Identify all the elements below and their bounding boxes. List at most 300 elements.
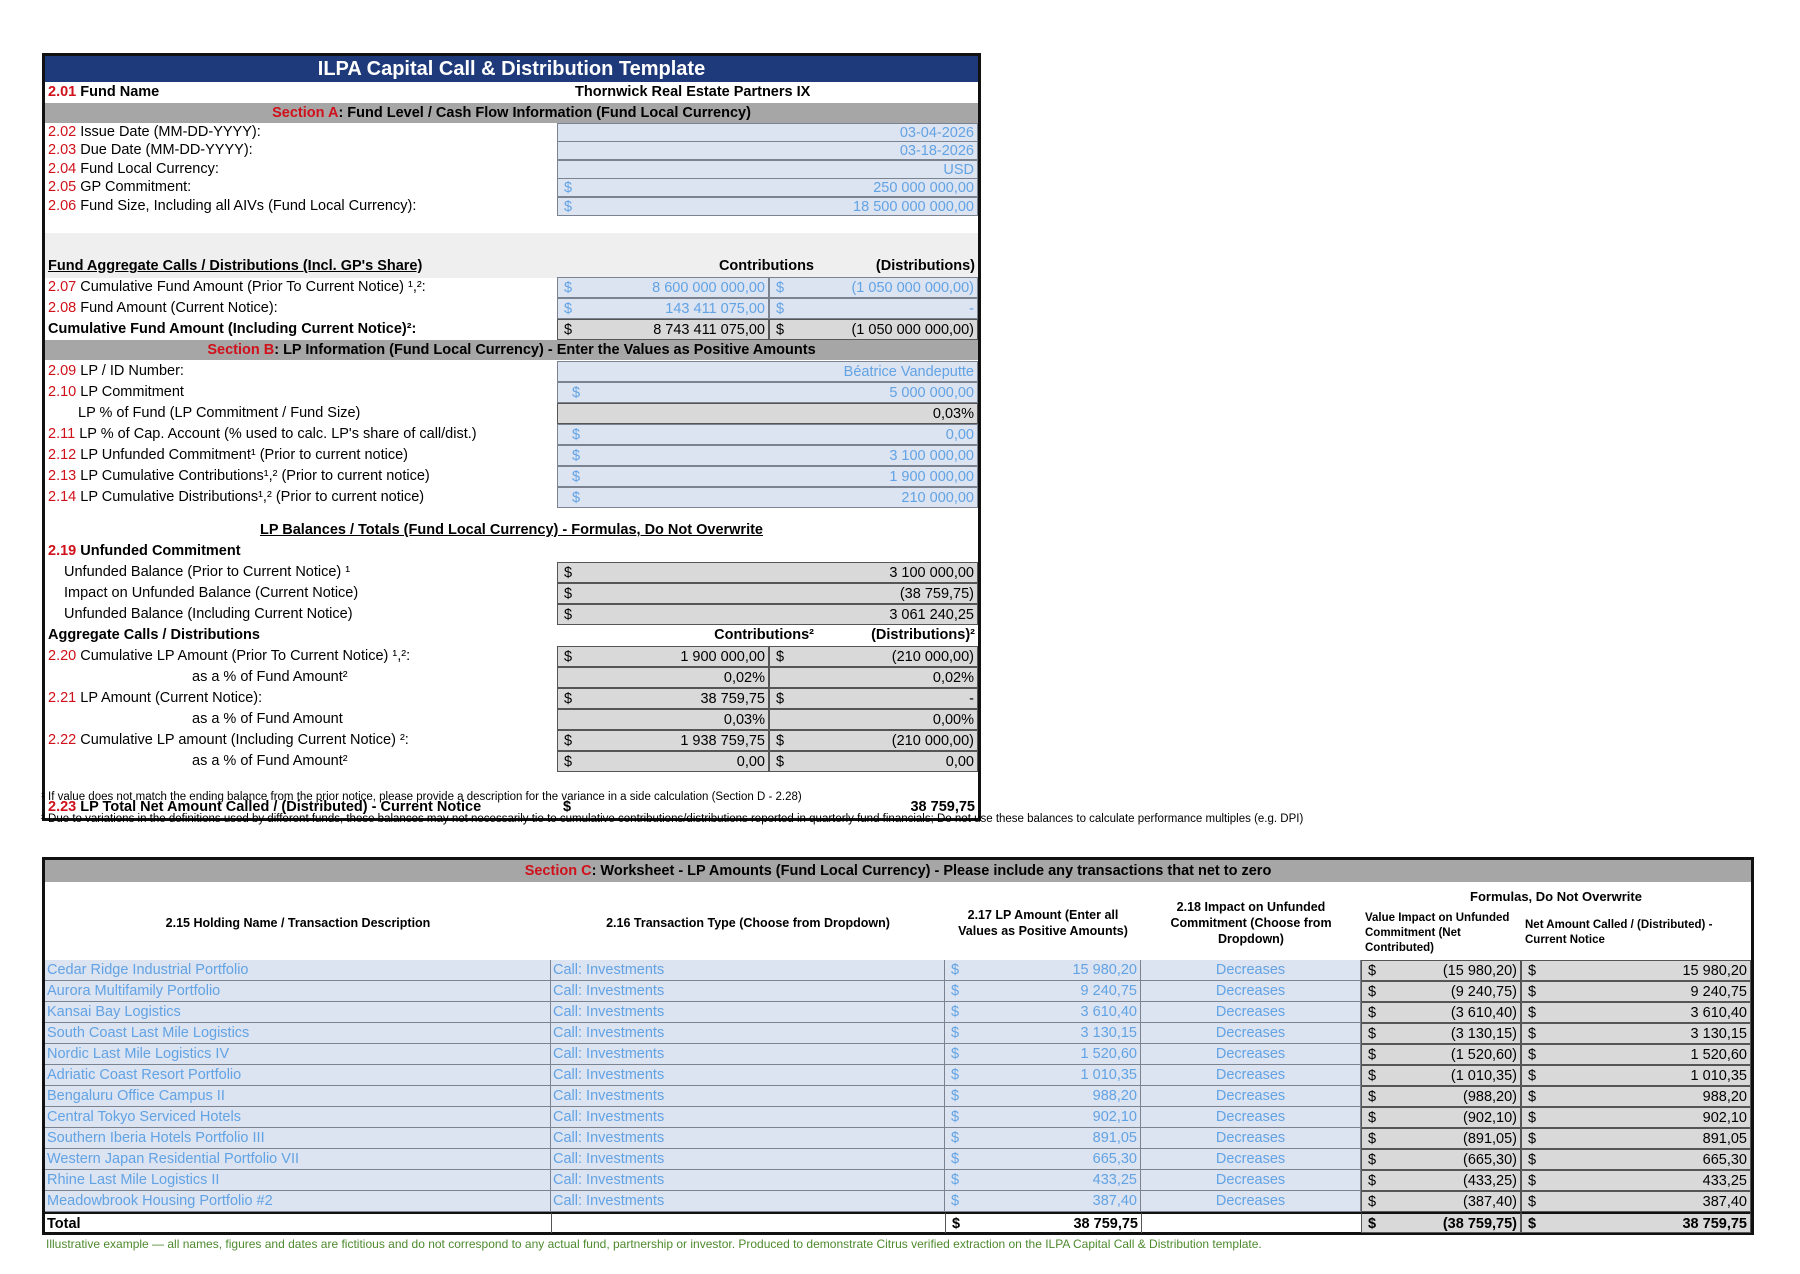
field-label: Issue Date (MM-DD-YYYY):	[80, 124, 261, 140]
lp-amount-cell[interactable]	[945, 1044, 1141, 1065]
field-number: 2.13	[48, 468, 77, 484]
transaction-type-dropdown[interactable]	[551, 1107, 945, 1128]
lp-amount: 665,30	[1092, 1151, 1137, 1167]
section-a-prefix: Section A	[272, 105, 339, 121]
lp-amount-cell[interactable]	[945, 1128, 1141, 1149]
transaction-type-dropdown[interactable]	[551, 960, 945, 981]
currency-symbol: $	[572, 490, 581, 506]
table-row	[45, 1002, 1751, 1023]
input-cell[interactable]	[557, 361, 978, 382]
aggregate-row	[45, 688, 978, 709]
contribution-value: 0,03%	[723, 712, 765, 728]
currency-symbol: $	[564, 198, 573, 215]
total-value-impact-cell	[1361, 1212, 1521, 1233]
impact-value: Decreases	[1215, 1193, 1286, 1209]
impact-value: Decreases	[1215, 1130, 1286, 1146]
currency-symbol: $	[776, 280, 785, 296]
transaction-type-dropdown[interactable]	[551, 981, 945, 1002]
currency-symbol: $	[564, 691, 573, 707]
formulas-label: Formulas, Do Not Overwrite	[1470, 889, 1642, 904]
holding-name-cell[interactable]	[45, 1128, 551, 1149]
lp-amount: 15 980,20	[1072, 962, 1137, 978]
currency-symbol: $	[564, 280, 573, 296]
holding-name-cell[interactable]	[45, 1065, 551, 1086]
footnote-1: ¹ If value does not match the ending balance from the prior notice, please provide a description for the variance in a side calculation (Section D - 2.28)	[41, 791, 802, 803]
section-b-row	[45, 466, 978, 487]
contribution-cell	[557, 730, 769, 751]
currency-symbol: $	[564, 733, 573, 749]
field-number: 2.03	[48, 142, 77, 159]
currency-symbol: $	[1368, 1216, 1377, 1232]
section-b-row	[45, 403, 978, 424]
currency-symbol: $	[951, 1025, 960, 1041]
contribution-cell	[557, 319, 769, 340]
currency-symbol: $	[564, 649, 573, 665]
impact-dropdown[interactable]	[1141, 1107, 1361, 1128]
section-b-row	[45, 487, 978, 508]
impact-dropdown[interactable]	[1141, 1170, 1361, 1191]
lp-amount: 433,25	[1092, 1172, 1137, 1188]
lp-amount: 1 010,35	[1080, 1067, 1137, 1083]
calc-cell	[557, 562, 978, 583]
currency-symbol: $	[951, 962, 960, 978]
holding-name-cell[interactable]	[45, 1149, 551, 1170]
section-b-row	[45, 424, 978, 445]
impact-dropdown[interactable]	[1141, 1086, 1361, 1107]
field-label: Cumulative Fund Amount (Including Current Notice)²:	[48, 321, 417, 337]
holding-name-cell[interactable]	[45, 960, 551, 981]
aggregate-label: Aggregate Calls / Distributions	[48, 627, 260, 643]
input-cell[interactable]	[557, 123, 978, 142]
value-impact: (3 610,40)	[1450, 1005, 1517, 1021]
field-label: LP / ID Number:	[80, 363, 184, 379]
transaction-type: Call: Investments	[553, 962, 665, 978]
lp-amount-cell[interactable]	[945, 1023, 1141, 1044]
value-impact-cell	[1361, 960, 1521, 981]
net-amount: 1 010,35	[1690, 1068, 1747, 1084]
disclaimer: Illustrative example — all names, figures and dates are fictitious and do not correspond to any actual fund, partnership or investor. Produced to demonstrate Citrus verified extraction on the ILPA Capital Call & Distribution template.	[46, 1237, 1262, 1251]
currency-symbol: $	[1528, 1047, 1537, 1063]
field-number: 2.07	[48, 279, 77, 295]
field-label: Cumulative LP Amount (Prior To Current Notice) ¹,²:	[80, 648, 411, 664]
contribution-cell	[557, 751, 769, 772]
table-total-row	[45, 1212, 1751, 1233]
lp-distributions-col-header: (Distributions)²	[871, 627, 975, 643]
lp-amount: 1 520,60	[1080, 1046, 1137, 1062]
currency-symbol: $	[1368, 1194, 1377, 1210]
section-c-prefix: Section C	[524, 863, 592, 879]
currency-symbol: $	[1368, 1068, 1377, 1084]
lp-amount-cell[interactable]	[945, 1170, 1141, 1191]
impact-value: Decreases	[1215, 1109, 1286, 1125]
holding-name: Rhine Last Mile Logistics II	[47, 1172, 220, 1188]
distribution-value: 0,00	[945, 754, 974, 770]
fund-aggregate-heading: Fund Aggregate Calls / Distributions (Incl. GP's Share)	[48, 258, 423, 274]
net-amount-cell	[1521, 1023, 1751, 1044]
transaction-type-dropdown[interactable]	[551, 1065, 945, 1086]
lp-total-net-label: LP Total Net Amount Called / (Distributed) - Current Notice	[80, 799, 482, 815]
field-number: 2.09	[48, 363, 77, 379]
value-impact-cell	[1361, 1107, 1521, 1128]
field-number: 2.20	[48, 648, 77, 664]
net-amount: 1 520,60	[1690, 1047, 1747, 1063]
holding-name: Southern Iberia Hotels Portfolio III	[47, 1130, 265, 1146]
lp-amount-cell[interactable]	[945, 1107, 1141, 1128]
field-value: 3 100 000,00	[889, 448, 974, 464]
impact-value: Decreases	[1215, 1025, 1286, 1041]
lp-amount-cell[interactable]	[945, 981, 1141, 1002]
currency-symbol: $	[564, 322, 573, 338]
net-amount: 3 610,40	[1690, 1005, 1747, 1021]
transaction-type: Call: Investments	[553, 1088, 665, 1104]
unfunded-row	[45, 562, 978, 583]
net-amount-cell	[1521, 1002, 1751, 1023]
lp-amount: 3 130,15	[1080, 1025, 1137, 1041]
fund-aggregate-row	[45, 277, 978, 298]
transaction-type-dropdown[interactable]	[551, 1170, 945, 1191]
currency-symbol: $	[1368, 984, 1377, 1000]
currency-symbol: $	[951, 1088, 960, 1104]
transaction-type: Call: Investments	[553, 1004, 665, 1020]
holding-name-cell[interactable]	[45, 1044, 551, 1065]
net-amount: 9 240,75	[1690, 984, 1747, 1000]
currency-symbol: $	[951, 1130, 960, 1146]
type-col-header: 2.16 Transaction Type (Choose from Dropdown)	[606, 916, 890, 930]
holding-name-cell[interactable]	[45, 1002, 551, 1023]
impact-dropdown[interactable]	[1141, 1002, 1361, 1023]
field-label: Fund Amount (Current Notice):	[80, 300, 278, 316]
currency-symbol: $	[572, 448, 581, 464]
holding-name: South Coast Last Mile Logistics	[47, 1025, 250, 1041]
value-impact: (1 520,60)	[1450, 1047, 1517, 1063]
contribution-value: 0,02%	[723, 670, 765, 686]
input-cell[interactable]	[557, 197, 978, 216]
field-value: 3 100 000,00	[889, 565, 974, 581]
table-row	[45, 1107, 1751, 1128]
field-value: 0,00	[945, 427, 974, 443]
impact-dropdown[interactable]	[1141, 960, 1361, 981]
field-number: 2.05	[48, 179, 77, 196]
currency-symbol: $	[951, 1109, 960, 1125]
form-title: ILPA Capital Call & Distribution Template	[45, 56, 978, 82]
net-amount: 387,40	[1702, 1194, 1747, 1210]
total-net-amount: 38 759,75	[1682, 1216, 1747, 1232]
net-amount: 988,20	[1702, 1089, 1747, 1105]
value-impact: (9 240,75)	[1450, 984, 1517, 1000]
net-amount-cell	[1521, 1149, 1751, 1170]
impact-dropdown[interactable]	[1141, 1044, 1361, 1065]
table-row	[45, 1086, 1751, 1107]
field-label: Cumulative LP amount (Including Current Notice) ²:	[80, 732, 409, 748]
transaction-type-dropdown[interactable]	[551, 1128, 945, 1149]
transaction-type: Call: Investments	[553, 1025, 665, 1041]
field-number: 2.12	[48, 447, 77, 463]
input-cell[interactable]	[557, 466, 978, 487]
distribution-value: (210 000,00)	[891, 649, 974, 665]
capital-call-form	[42, 53, 981, 821]
value-impact: (1 010,35)	[1450, 1068, 1517, 1084]
total-amount-cell	[945, 1212, 1141, 1233]
contribution-value: 38 759,75	[700, 691, 765, 707]
field-label: LP Amount (Current Notice):	[80, 690, 263, 706]
fund-aggregate-row	[45, 298, 978, 319]
input-cell[interactable]	[557, 445, 978, 466]
amount-col-header: 2.17 LP Amount (Enter all Values as Positive Amounts)	[958, 908, 1128, 938]
holding-name: Adriatic Coast Resort Portfolio	[47, 1067, 242, 1083]
value-impact: (665,30)	[1462, 1152, 1517, 1168]
contribution-cell[interactable]	[557, 277, 769, 298]
unfunded-row	[45, 583, 978, 604]
fund-name-value: Thornwick Real Estate Partners IX	[575, 84, 811, 100]
net-amount: 665,30	[1702, 1152, 1747, 1168]
input-value: 18 500 000 000,00	[853, 198, 974, 215]
field-label: as a % of Fund Amount²	[192, 669, 348, 685]
currency-symbol: $	[776, 301, 785, 317]
section-a-row	[45, 160, 978, 179]
distribution-cell[interactable]	[769, 298, 978, 319]
lp-amount-cell[interactable]	[945, 1086, 1141, 1107]
table-row	[45, 1023, 1751, 1044]
lp-amount-cell[interactable]	[945, 960, 1141, 981]
lp-amount: 988,20	[1092, 1088, 1137, 1104]
currency-symbol: $	[776, 649, 785, 665]
impact-dropdown[interactable]	[1141, 1149, 1361, 1170]
field-label: as a % of Fund Amount	[192, 711, 343, 727]
distribution-value: (210 000,00)	[891, 733, 974, 749]
distribution-cell[interactable]	[769, 277, 978, 298]
currency-symbol: $	[951, 1172, 960, 1188]
value-impact-cell	[1361, 1170, 1521, 1191]
field-number: 2.02	[48, 124, 77, 140]
field-label: LP Commitment	[80, 384, 184, 400]
currency-symbol: $	[1528, 1216, 1537, 1232]
impact-dropdown[interactable]	[1141, 1023, 1361, 1044]
currency-symbol: $	[951, 1067, 960, 1083]
net-amount-cell	[1521, 1191, 1751, 1212]
value-impact: (891,05)	[1462, 1131, 1517, 1147]
value-impact-cell	[1361, 1002, 1521, 1023]
input-cell[interactable]	[557, 424, 978, 445]
currency-symbol: $	[1368, 1047, 1377, 1063]
table-row	[45, 1170, 1751, 1191]
holding-name-cell[interactable]	[45, 1191, 551, 1212]
value-impact-cell	[1361, 1191, 1521, 1212]
contribution-value: 1 900 000,00	[680, 649, 765, 665]
field-value: 5 000 000,00	[889, 385, 974, 401]
field-number: 2.04	[48, 160, 77, 177]
currency-symbol: $	[1528, 1110, 1537, 1126]
lp-amount: 891,05	[1092, 1130, 1137, 1146]
holding-name: Meadowbrook Housing Portfolio #2	[47, 1193, 273, 1209]
transaction-type-dropdown[interactable]	[551, 1023, 945, 1044]
lp-amount: 387,40	[1092, 1193, 1137, 1209]
currency-symbol: $	[776, 322, 785, 338]
aggregate-row	[45, 646, 978, 667]
transaction-type-dropdown[interactable]	[551, 1002, 945, 1023]
distribution-cell	[769, 319, 978, 340]
field-number: 2.01	[48, 84, 77, 100]
value-impact-cell	[1361, 1044, 1521, 1065]
impact-dropdown[interactable]	[1141, 981, 1361, 1002]
distribution-cell	[769, 646, 978, 667]
section-a-row	[45, 141, 978, 160]
field-number: 2.23	[48, 799, 77, 815]
impact-dropdown[interactable]	[1141, 1065, 1361, 1086]
section-c-table	[42, 857, 1754, 1235]
field-number: 2.21	[48, 690, 77, 706]
currency-symbol: $	[1528, 1152, 1537, 1168]
transaction-type-dropdown[interactable]	[551, 1191, 945, 1212]
value-impact-cell	[1361, 1086, 1521, 1107]
field-number: 2.08	[48, 300, 77, 316]
field-label: LP % of Fund (LP Commitment / Fund Size)	[78, 405, 361, 421]
impact-value: Decreases	[1215, 1004, 1286, 1020]
contribution-value: 143 411 075,00	[665, 301, 765, 317]
currency-symbol: $	[776, 754, 785, 770]
net-amount-cell	[1521, 1086, 1751, 1107]
currency-symbol: $	[1368, 1089, 1377, 1105]
input-value: 03-18-2026	[899, 143, 974, 160]
impact-value: Decreases	[1215, 1151, 1286, 1167]
distribution-cell	[769, 709, 978, 730]
distribution-cell	[769, 667, 978, 688]
unfunded-row	[45, 604, 978, 625]
section-a-header	[45, 103, 978, 123]
impact-value: Decreases	[1215, 1172, 1286, 1188]
input-cell[interactable]	[557, 160, 978, 179]
currency-symbol: $	[951, 1046, 960, 1062]
impact-dropdown[interactable]	[1141, 1128, 1361, 1149]
holding-name: Aurora Multifamily Portfolio	[47, 983, 221, 999]
transaction-type: Call: Investments	[553, 1109, 665, 1125]
field-number: 2.19	[48, 543, 77, 559]
total-value-impact: (38 759,75)	[1442, 1216, 1517, 1232]
lp-amount-cell[interactable]	[945, 1065, 1141, 1086]
value-impact-cell	[1361, 1128, 1521, 1149]
table-row	[45, 981, 1751, 1002]
field-label: Fund Local Currency:	[80, 160, 219, 177]
section-b-header	[45, 340, 978, 360]
currency-symbol: $	[564, 301, 573, 317]
currency-symbol: $	[951, 1151, 960, 1167]
section-a-row	[45, 123, 978, 142]
input-value: 250 000 000,00	[873, 180, 974, 197]
field-number: 2.10	[48, 384, 77, 400]
input-cell[interactable]	[557, 141, 978, 160]
net-amount: 15 980,20	[1682, 963, 1747, 979]
field-value: 210 000,00	[901, 490, 974, 506]
field-number: 2.06	[48, 197, 77, 214]
lp-amount: 9 240,75	[1080, 983, 1137, 999]
transaction-type-dropdown[interactable]	[551, 1044, 945, 1065]
value-impact-cell	[1361, 1065, 1521, 1086]
impact-value: Decreases	[1215, 1088, 1286, 1104]
field-label: Cumulative Fund Amount (Prior To Current Notice) ¹,²:	[80, 279, 426, 295]
transaction-type: Call: Investments	[553, 1067, 665, 1083]
field-label: LP Unfunded Commitment¹ (Prior to current notice)	[80, 447, 408, 463]
footnote-2: ² Due to variations in the definitions used by different funds, these balances may not necessarily tie to cumulative contributions/distributions reported in quarterly fund financials; Do not use these balances to calculate performance multiples (e.g. DPI)	[41, 813, 1304, 825]
field-label: Fund Size, Including all AIVs (Fund Local Currency):	[80, 197, 417, 214]
currency-symbol: $	[564, 586, 573, 602]
currency-symbol: $	[564, 180, 573, 197]
net-amount-cell	[1521, 981, 1751, 1002]
currency-symbol: $	[1528, 1089, 1537, 1105]
fund-aggregate-header	[45, 256, 978, 277]
field-number: 2.14	[48, 489, 77, 505]
section-c-title: : Worksheet - LP Amounts (Fund Local Currency) - Please include any transactions that net to zero	[591, 863, 1272, 879]
section-b-row	[45, 382, 978, 403]
lp-amount-cell[interactable]	[945, 1002, 1141, 1023]
input-cell[interactable]	[557, 487, 978, 508]
section-b-row	[45, 445, 978, 466]
holding-name: Kansai Bay Logistics	[47, 1004, 181, 1020]
value-impact: (3 130,15)	[1450, 1026, 1517, 1042]
distribution-cell	[769, 751, 978, 772]
table-row	[45, 1065, 1751, 1086]
distributions-col-header: (Distributions)	[875, 258, 975, 274]
distribution-value: -	[969, 691, 974, 707]
currency-symbol: $	[564, 565, 573, 581]
section-c-column-headers	[45, 886, 1751, 960]
holding-name-cell[interactable]	[45, 1170, 551, 1191]
holding-name-cell[interactable]	[45, 1023, 551, 1044]
contribution-value: 8 743 411 075,00	[653, 322, 765, 338]
currency-symbol: $	[1368, 1131, 1377, 1147]
transaction-type-dropdown[interactable]	[551, 1149, 945, 1170]
transaction-type-dropdown[interactable]	[551, 1086, 945, 1107]
holding-name: Western Japan Residential Portfolio VII	[47, 1151, 300, 1167]
aggregate-row	[45, 751, 978, 772]
lp-amount: 902,10	[1092, 1109, 1137, 1125]
value-impact-cell	[1361, 1023, 1521, 1044]
lp-amount-cell[interactable]	[945, 1149, 1141, 1170]
net-amount-col-header: Net Amount Called / (Distributed) - Current Notice	[1525, 919, 1713, 946]
contribution-cell	[557, 646, 769, 667]
impact-value: Decreases	[1215, 962, 1286, 978]
fund-aggregate-total-row	[45, 319, 978, 340]
holding-name-cell[interactable]	[45, 1107, 551, 1128]
field-label: as a % of Fund Amount²	[192, 753, 348, 769]
contributions-col-header: Contributions	[718, 258, 814, 274]
lp-amount-cell[interactable]	[945, 1191, 1141, 1212]
holding-name: Central Tokyo Serviced Hotels	[47, 1109, 241, 1125]
field-value: 3 061 240,25	[889, 607, 974, 623]
field-number: 2.11	[48, 426, 76, 442]
currency-symbol: $	[951, 1193, 960, 1209]
holding-name-cell[interactable]	[45, 1086, 551, 1107]
holding-name-cell[interactable]	[45, 981, 551, 1002]
currency-symbol: $	[572, 469, 581, 485]
holding-name: Bengaluru Office Campus II	[47, 1088, 225, 1104]
net-amount-cell	[1521, 960, 1751, 981]
fund-name-label: Fund Name	[80, 84, 160, 100]
contribution-value: 1 938 759,75	[680, 733, 765, 749]
holding-col-header: 2.15 Holding Name / Transaction Description	[165, 916, 431, 930]
currency-symbol: $	[572, 385, 581, 401]
field-label: Unfunded Balance (Prior to Current Notice) ¹	[64, 564, 351, 580]
total-label: Total	[47, 1216, 81, 1232]
impact-dropdown[interactable]	[1141, 1191, 1361, 1212]
contribution-cell[interactable]	[557, 298, 769, 319]
net-amount-cell	[1521, 1107, 1751, 1128]
contribution-value: 0,00	[736, 754, 765, 770]
calc-cell	[557, 583, 978, 604]
input-cell[interactable]	[557, 178, 978, 197]
input-cell[interactable]	[557, 382, 978, 403]
impact-col-header: 2.18 Impact on Unfunded Commitment (Choose from Dropdown)	[1170, 900, 1332, 946]
net-amount: 433,25	[1702, 1173, 1747, 1189]
net-amount: 891,05	[1702, 1131, 1747, 1147]
